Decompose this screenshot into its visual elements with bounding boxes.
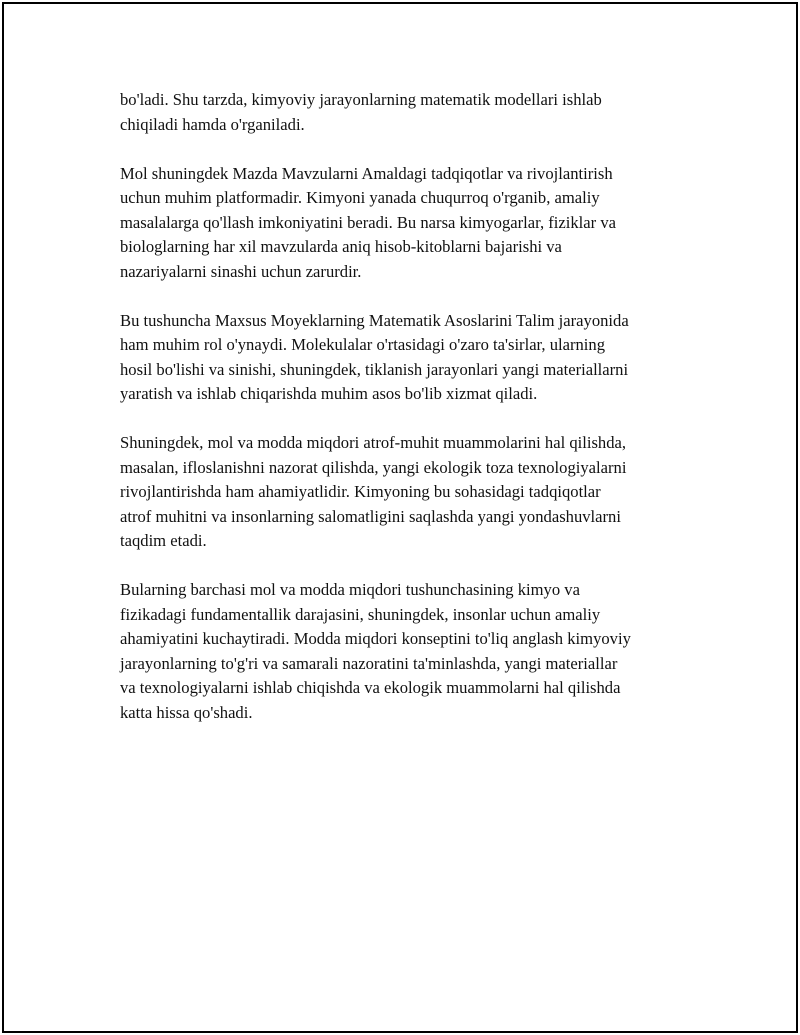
text-line: chiqiladi hamda o'rganiladi. [120,114,305,134]
text-line: hosil bo'lishi va sinishi, shuningdek, tiklanish jarayonlari yangi materiallarni [120,359,629,379]
text-line: Mol shuningdek Mazda Mavzularni Amaldagi tadqiqotlar va rivojlantirish [120,163,613,183]
text-line: va texnologiyalarni ishlab chiqishda va ekologik muammolarni hal qilishda [120,678,621,697]
paragraph-4 [120,431,710,554]
document-page [2,2,798,1033]
text-line: atrof muhitni va insonlarning salomatligini saqlashda yangi yondashuvlarni [120,506,621,526]
paragraph-1 [120,88,710,137]
text-line: ham muhim rol o'ynaydi. Molekulalar o'rtasidagi o'zaro ta'sirlar, ularning [120,335,606,354]
text-line: taqdim etadi. [120,531,207,550]
text-line: Bu tushuncha Maxsus Moyeklarning Matematik Asoslarini Talim jarayonida [120,310,629,330]
text-line: yaratish va ishlab chiqarishda muhim asos bo'lib xizmat qiladi. [120,384,538,403]
text-line: uchun muhim platformadir. Kimyoni yanada chuqurroq o'rganib, amaliy [120,188,600,207]
text-line: ahamiyatini kuchaytiradi. Modda miqdori konseptini to'liq anglash kimyoviy [120,629,631,648]
text-line: biologlarning har xil mavzularda aniq hisob-kitoblarni bajarishi va [120,237,562,256]
text-line: Shuningdek, mol va modda miqdori atrof-muhit muammolarini hal qilishda, [120,433,627,452]
text-line: masalalarga qo'llash imkoniyatini beradi. Bu narsa kimyogarlar, fiziklar va [120,212,616,232]
document-body [120,88,710,750]
text-line: fizikadagi fundamentallik darajasini, shuningdek, insonlar uchun amaliy [120,604,601,624]
paragraph-5 [120,578,710,725]
paragraph-2 [120,162,710,285]
text-line: bo'ladi. Shu tarzda, kimyoviy jarayonlarning matematik modellari ishlab [120,90,602,109]
text-line: katta hissa qo'shadi. [120,702,253,722]
text-line: Bularning barchasi mol va modda miqdori tushunchasining kimyo va [120,580,580,599]
text-line: rivojlantirishda ham ahamiyatlidir. Kimyoning bu sohasidagi tadqiqotlar [120,482,601,501]
text-line: nazariyalarni sinashi uchun zarurdir. [120,261,362,281]
text-line: jarayonlarning to'g'ri va samarali nazoratini ta'minlashda, yangi materiallar [120,653,618,673]
text-line: masalan, ifloslanishni nazorat qilishda, yangi ekologik toza texnologiyalarni [120,457,627,477]
paragraph-3 [120,309,710,407]
